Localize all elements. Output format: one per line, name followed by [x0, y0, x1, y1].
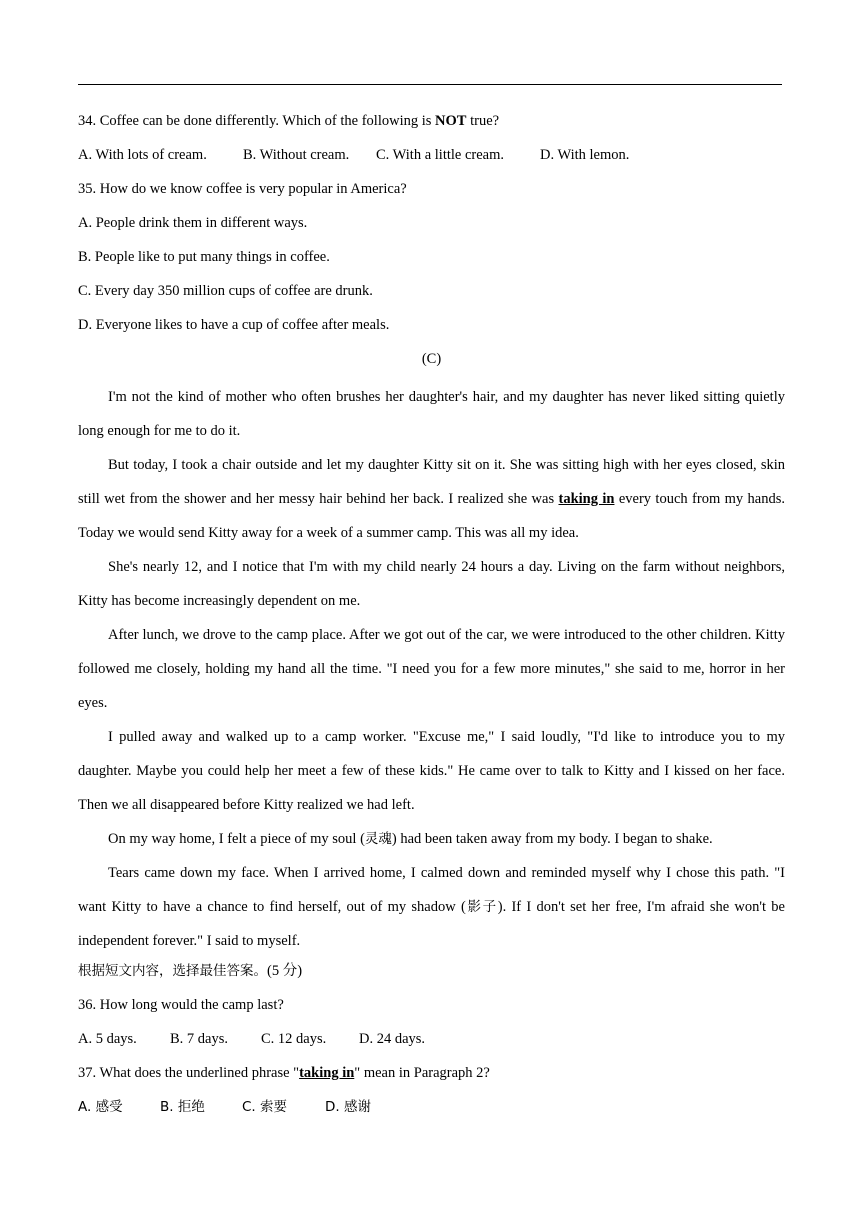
option-34-a: A. With lots of cream. — [78, 147, 207, 163]
paragraph-7: Tears came down my face. When I arrived home, I calmed down and reminded myself why I chose this path. "I want Kitty to have a chance to find herself, out of my shadow (影子). If I don't set her free, I'm afraid she won't be independent forever." I said to myself. — [78, 865, 785, 949]
passage — [78, 380, 785, 958]
option-37-a: A. 感受 — [78, 1099, 123, 1115]
question-36-stem: 36. How long would the camp last? — [78, 997, 284, 1013]
option-36-b: B. 7 days. — [170, 1031, 228, 1047]
question-36-options — [78, 1026, 785, 1060]
option-36-d: D. 24 days. — [359, 1031, 426, 1047]
option-34-b: B. Without cream. — [243, 147, 350, 163]
option-37-b: B. 拒绝 — [160, 1099, 205, 1115]
document-body — [78, 108, 785, 1128]
paragraph-6: On my way home, I felt a piece of my soul (灵魂) had been taken away from my body. I began to shake. — [108, 831, 713, 847]
question-37-stem: 37. What does the underlined phrase "taking in" mean in Paragraph 2? — [78, 1065, 490, 1081]
passage-label: (C) — [421, 351, 442, 367]
paragraph-2: But today, I took a chair outside and let my daughter Kitty sit on it. She was sitting high with her eyes closed, skin still wet from the shower and her messy hair behind her back. I realized she was taking in every touch from my hands. Today we would send Kitty away for a week of a summer camp. This was all my idea. — [78, 457, 785, 541]
option-34-c: C. With a little cream. — [376, 147, 505, 163]
emphasis-not: NOT — [435, 113, 467, 129]
underlined-phrase: taking in — [558, 491, 615, 507]
paragraph-4: After lunch, we drove to the camp place. After we got out of the car, we were introduced to the other children. Kitty followed me closely, holding my hand all the time. "I need you for a few more minutes," she said to me, horror in her eyes. — [78, 627, 785, 711]
paragraph-1: I'm not the kind of mother who often brushes her daughter's hair, and my daughter has never liked sitting quietly long enough for me to do it. — [78, 389, 785, 439]
question-34-options — [78, 142, 785, 176]
option-36-c: C. 12 days. — [261, 1031, 327, 1047]
question-35-stem: 35. How do we know coffee is very popular in America? — [78, 181, 407, 197]
paragraph-5: I pulled away and walked up to a camp worker. "Excuse me," I said loudly, "I'd like to introduce you to my daughter. Maybe you could help her meet a few of these kids." He came over to talk to Kitty and I kissed on her face. Then we all disappeared before Kitty realized we had left. — [78, 729, 785, 813]
paragraph-3: She's nearly 12, and I notice that I'm with my child nearly 24 hours a day. Living on the farm without neighbors, Kitty has become increasingly dependent on me. — [78, 559, 785, 609]
question-34-stem: 34. Coffee can be done differently. Which of the following is NOT true? — [78, 113, 500, 129]
section-instruction: 根据短文内容，选择最佳答案。(5 分) — [78, 963, 303, 979]
option-35-c: C. Every day 350 million cups of coffee are drunk. — [78, 283, 373, 299]
option-37-c: C. 索要 — [242, 1099, 288, 1115]
header-rule — [78, 84, 782, 85]
option-35-d: D. Everyone likes to have a cup of coffee after meals. — [78, 317, 390, 333]
option-34-d: D. With lemon. — [540, 147, 630, 163]
question-37-options — [78, 1094, 785, 1128]
option-37-d: D. 感谢 — [325, 1099, 371, 1115]
option-36-a: A. 5 days. — [78, 1031, 137, 1047]
underlined-phrase-ref: taking in — [299, 1065, 355, 1081]
option-35-a: A. People drink them in different ways. — [78, 215, 308, 231]
option-35-b: B. People like to put many things in coffee. — [78, 249, 330, 265]
